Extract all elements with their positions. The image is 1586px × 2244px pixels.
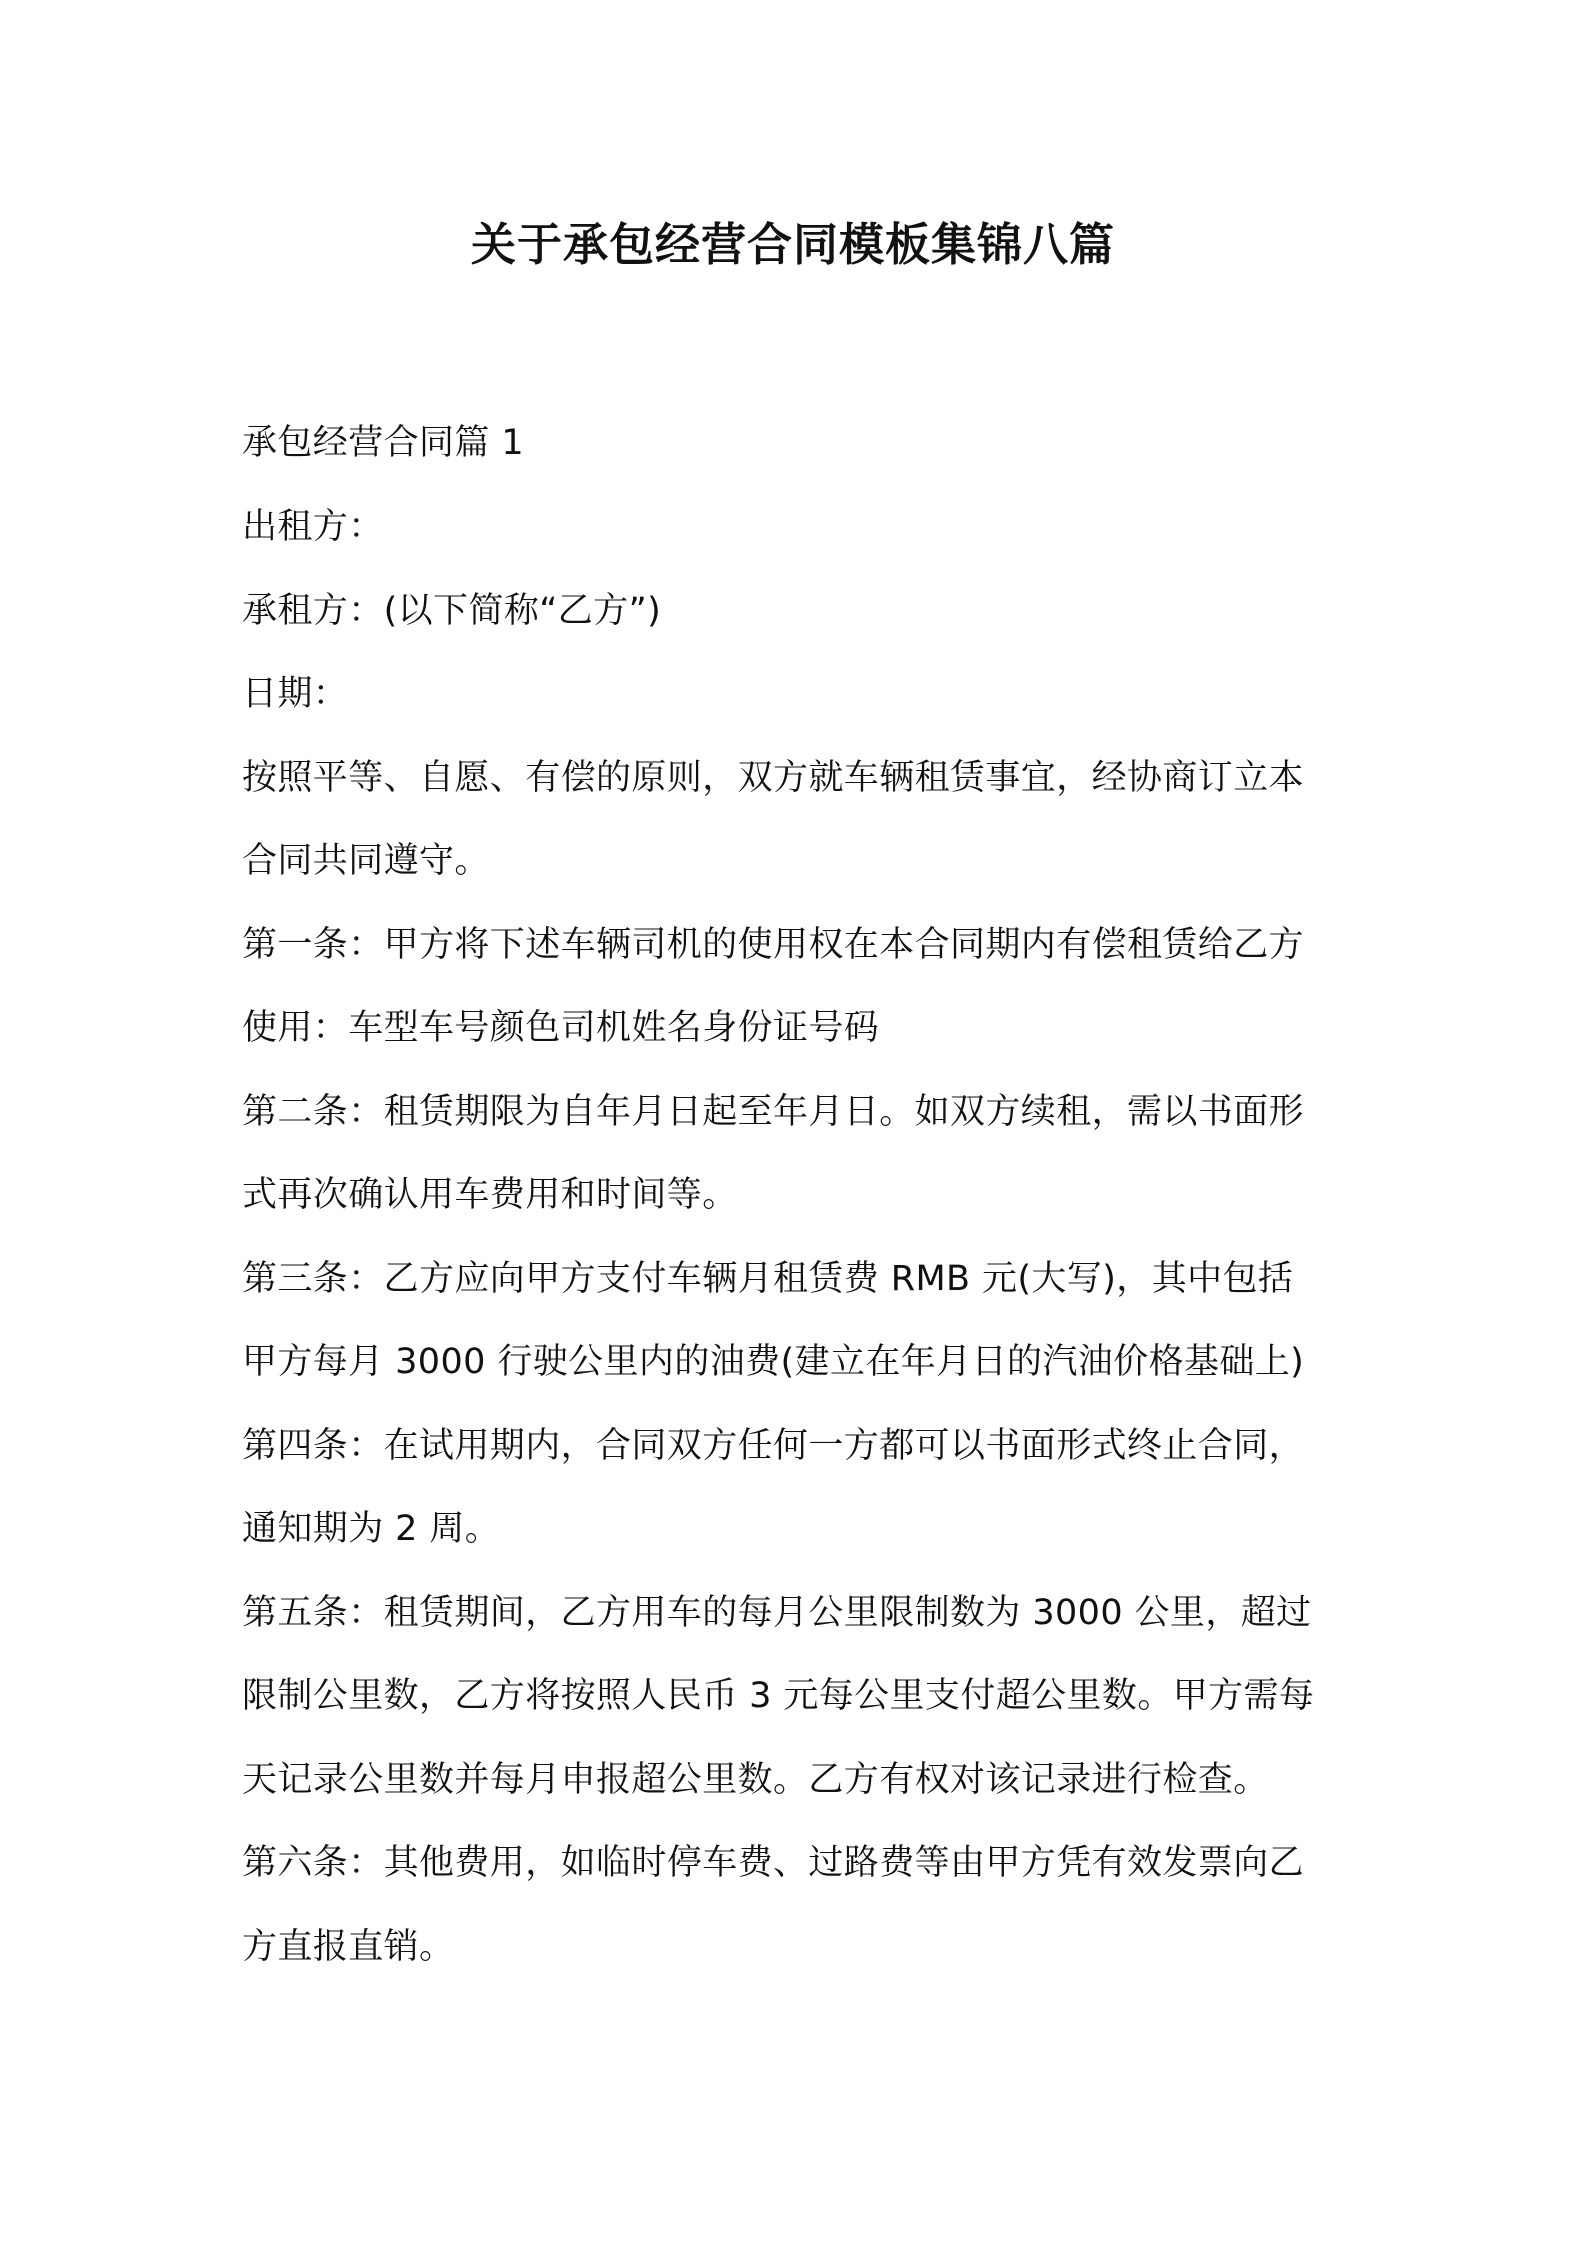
clause-line: 第六条：其他费用，如临时停车费、过路费等由甲方凭有效发票向乙 [242, 1843, 1305, 1883]
clause-line: 第三条：乙方应向甲方支付车辆月租赁费 RMB 元(大写)，其中包括 [242, 1258, 1294, 1299]
clause-line: 第二条：租赁期限为自年月日起至年月日。如双方续租，需以书面形 [242, 1091, 1305, 1132]
clause-line: 第五条：租赁期间，乙方用车的每月公里限制数为 3000 公里，超过 [242, 1592, 1312, 1633]
lessee-line: 承租方：(以下简称“乙方”) [242, 590, 662, 631]
clause-line: 式再次确认用车费用和时间等。 [242, 1175, 738, 1215]
paragraph-line: 按照平等、自愿、有偿的原则，双方就车辆租赁事宜，经协商订立本 [242, 757, 1305, 798]
clause-line: 使用：车型车号颜色司机姓名身份证号码 [242, 1008, 880, 1048]
document-title: 关于承包经营合同模板集锦八篇 [470, 218, 1115, 271]
clause-line: 通知期为 2 周。 [242, 1509, 501, 1549]
clause-line: 限制公里数，乙方将按照人民币 3 元每公里支付超公里数。甲方需每 [242, 1676, 1315, 1716]
clause-line: 天记录公里数并每月申报超公里数。乙方有权对该记录进行检查。 [242, 1759, 1269, 1800]
clause-line: 第四条：在试用期内，合同双方任何一方都可以书面形式终止合同， [242, 1425, 1305, 1466]
clause-line: 第一条：甲方将下述车辆司机的使用权在本合同期内有偿租赁给乙方 [242, 924, 1305, 965]
date-line: 日期： [242, 674, 349, 714]
section-heading: 承包经营合同篇 1 [242, 423, 524, 463]
paragraph-line: 合同共同遵守。 [242, 841, 490, 881]
clause-line: 方直报直销。 [242, 1926, 455, 1967]
lessor-line: 出租方： [242, 507, 384, 547]
document-body [242, 402, 1362, 1989]
clause-line: 甲方每月 3000 行驶公里内的油费(建立在年月日的汽油价格基础上) [242, 1342, 1305, 1382]
